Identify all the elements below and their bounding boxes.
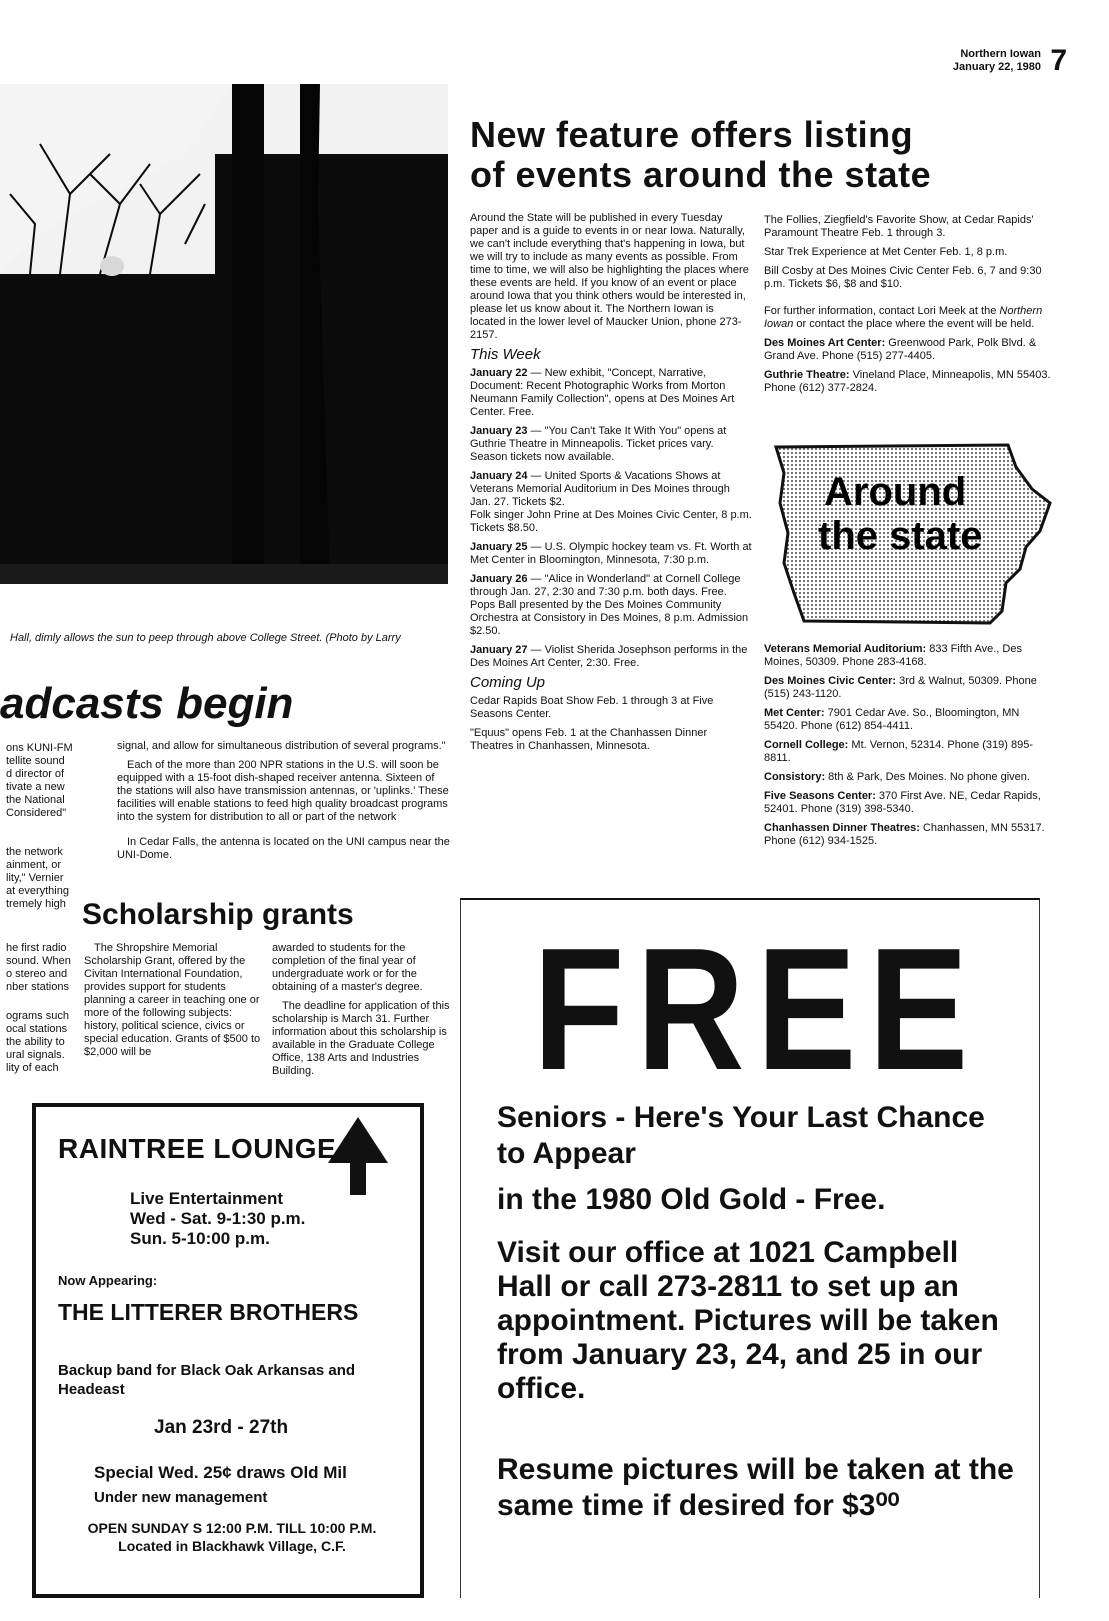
venue-item: Five Seasons Center: 370 First Ave. NE, Cedar Rapids, 52401. Phone (319) 398-5340. [764,790,1041,815]
event-item: January 26 — "Alice in Wonderland" at Cornell College through Jan. 27, 2:30 and 7:30 p.m. both days. Free. [470,573,741,598]
event-item: January 27 — Violist Sherida Josephson performs in the Des Moines Art Center, 2:30. Free. [470,644,748,669]
scholarship-headline: Scholarship grants [82,898,354,931]
free-ad-line-2: in the 1980 Old Gold - Free. [497,1183,886,1216]
tree-silhouette-image [0,84,448,584]
free-ad-line-3: Visit our office at 1021 Campbell Hall or call 273-2811 to set up an appointment. Pictures will be taken from January 23, 24, and 25 in our office. [497,1236,999,1405]
raintree-lounge-ad [32,1103,424,1598]
free-ad-line-1: Seniors - Here's Your Last Chance to Appear [497,1101,985,1170]
venue-item: Cornell College: Mt. Vernon, 52314. Phone (319) 895-8811. [764,739,1034,764]
event-item: Folk singer John Prine at Des Moines Civic Center, 8 p.m. Tickets $8.50. [470,509,752,534]
backup-text: Backup band for Black Oak Arkansas and Headeast [58,1362,356,1398]
right-column [764,214,1054,401]
iowa-map-graphic [770,443,1056,625]
venue-item: Met Center: 7901 Cedar Ave. So., Bloomington, MN 55420. Phone (612) 854-4411. [764,707,1020,732]
coming-up-item: "Equus" opens Feb. 1 at the Chanhassen Dinner Theatres in Chanhassen, Minnesota. [470,727,708,752]
up-arrow-icon [326,1115,390,1197]
old-gold-free-ad [460,898,1040,1598]
venue-item: Chanhassen Dinner Theatres: Chanhassen, MN 55317. Phone (612) 934-1525. [764,822,1045,847]
page-number: 7 [1050,44,1067,77]
issue-date: January 22, 1980 [952,61,1041,73]
broadcasts-headline: adcasts begin [0,679,294,728]
venue-list [764,643,1054,854]
raintree-hours: Live Entertainment Wed - Sat. 9-1:30 p.m. Sun. 5-10:00 p.m. [130,1189,306,1248]
special-text: Special Wed. 25¢ draws Old Mil [94,1463,347,1482]
management-text: Under new management [94,1489,268,1506]
coming-up-item: The Follies, Ziegfield's Favorite Show, at Cedar Rapids' Paramount Theatre Feb. 1 through 3. [764,214,1034,239]
coming-up-label: Coming Up [470,674,546,691]
headline-line-1: New feature offers listing [470,114,914,155]
coming-up-item: Bill Cosby at Des Moines Civic Center Feb. 6, 7 and 9:30 p.m. Tickets $6, $8 and $10. [764,265,1042,290]
now-appearing-label: Now Appearing: [58,1273,158,1288]
headline-line-2: of events around the state [470,154,932,195]
map-label-line-1: Around [824,470,967,514]
event-item: January 22 — New exhibit, "Concept, Narrative, Document: Recent Photographic Works from Morton Neumann Family Collection", opens at Des Moines Art Center. Free. [470,367,735,418]
paragraph: signal, and allow for simultaneous distribution of several programs." [117,740,446,752]
photo-caption: Hall, dimly allows the sun to peep through above College Street. (Photo by Larry [10,632,401,644]
venue-item: Guthrie Theatre: Vineland Place, Minneapolis, MN 55403. Phone (612) 377-2824. [764,369,1051,394]
show-dates: Jan 23rd - 27th [154,1417,289,1438]
venue-item: Des Moines Civic Center: 3rd & Walnut, 50309. Phone (515) 243-1120. [764,675,1037,700]
broadcasts-body [117,740,450,868]
event-item: January 23 — "You Can't Take It With You" opens at Guthrie Theatre in Minneapolis. Ticket prices vary. Season tickets now available. [470,425,727,463]
map-label-line-2: the state [818,514,983,558]
masthead [953,48,1041,74]
raintree-title: RAINTREE LOUNGE [58,1133,337,1164]
venue-item: Consistory: 8th & Park, Des Moines. No phone given. [764,771,1030,783]
feature-headline [470,115,990,195]
free-headline: FREE [533,911,981,1106]
venue-item: Veterans Memorial Auditorium: 833 Fifth Ave., Des Moines, 50309. Phone 283-4168. [764,643,1022,668]
broadcasts-left-fragments: ons KUNI-FM tellite sound d director of tivate a new the National Considered" the network ainment, or lity," Vernier at everything tremely high [6,742,73,910]
paper-name: Northern Iowan [960,48,1041,60]
scholarship-column-1: The Shropshire Memorial Scholarship Grant, offered by the Civitan International Foundation, provides support for students planning a career in teaching one or more of the following subjects: history, political science, civics or special education. Grants of $500 to $2,000 will be [84,942,261,1058]
scholarship-left-fragments: he first radio sound. When o stereo and nber stations ograms such ocal stations the ability to ural signals. lity of each [6,942,71,1074]
coming-up-item: Star Trek Experience at Met Center Feb. 1, 8 p.m. [764,246,1008,258]
further-info: For further information, contact Lori Meek at the Northern Iowan or contact the place where the event will be held. [764,305,1043,330]
band-name: THE LITTERER BROTHERS [58,1299,359,1325]
event-item: January 25 — U.S. Olympic hockey team vs. Ft. Worth at Met Center in Bloomington, Minnesota, 7:30 p.m. [470,541,752,566]
scholarship-column-2: awarded to students for the completion of the final year of undergraduate work or for the obtaining of a master's degree. The deadline for application of this scholarship is March 31. Further information about this scholarship is available in the Graduate College Office, 138 Arts and Industries Building. [272,942,450,1077]
paragraph: In Cedar Falls, the antenna is located on the UNI campus near the UNI-Dome. [117,836,450,861]
venue-item: Des Moines Art Center: Greenwood Park, Polk Blvd. & Grand Ave. Phone (515) 277-4405. [764,337,1037,362]
free-ad-line-4: Resume pictures will be taken at the same time if desired for $3⁰⁰ [497,1453,1014,1522]
feature-intro: Around the State will be published in every Tuesday paper and is a guide to events in or near Iowa. Naturally, we can't include everything that's happening in Iowa, but we will try to include as many events as possible. From time to time, we will also be highlighting the places where these events are held. If you know of an event or place around Iowa that you think others would be interested in, please let us know about it. The Northern Iowan is located in the lower level of Maucker Union, phone 273-2157. [470,212,749,341]
event-item: January 24 — United Sports & Vacations Shows at Veterans Memorial Auditorium in Des Moines through Jan. 27. Tickets $2. [470,470,730,508]
events-column [470,212,752,759]
campus-photo [0,84,448,584]
event-item: Pops Ball presented by the Des Moines Community Orchestra at Consistory in Des Moines, 8 p.m. Admission $2.50. [470,599,749,637]
this-week-label: This Week [470,346,541,363]
coming-up-item: Cedar Rapids Boat Show Feb. 1 through 3 at Five Seasons Center. [470,695,714,720]
paragraph: Each of the more than 200 NPR stations in the U.S. will soon be equipped with a 15-foot dish-shaped receiver antenna. Sixteen of the stations will also have transmission antennas, or 'uplinks.' These facilities will enable stations to feed high quality broadcast programs into the system for distribution to all or part of the network [117,759,449,823]
raintree-footer: OPEN SUNDAY S 12:00 P.M. TILL 10:00 P.M. Located in Blackhawk Village, C.F. [87,1520,377,1554]
